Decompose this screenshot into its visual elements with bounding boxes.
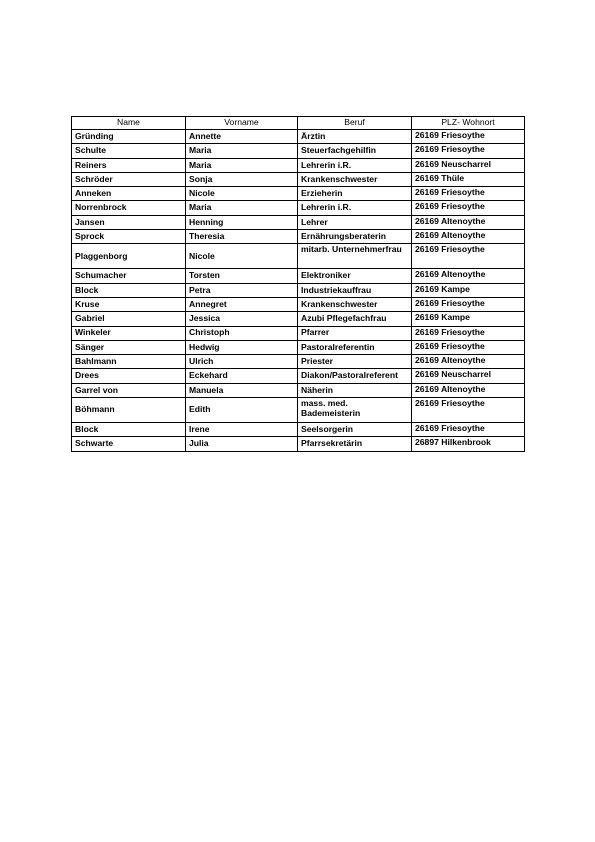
- cell-vorname: Sonja: [186, 172, 298, 186]
- cell-name: Norrenbrock: [72, 201, 186, 215]
- table-row: [72, 130, 525, 144]
- cell-beruf: Diakon/Pastoralreferent: [298, 369, 412, 383]
- cell-plz-wohnort: 26169 Friesoythe: [412, 187, 525, 201]
- cell-beruf: Pastoralreferentin: [298, 340, 412, 354]
- table-row: [72, 201, 525, 215]
- table-header: [72, 117, 525, 130]
- cell-name: Sänger: [72, 340, 186, 354]
- table-row: [72, 312, 525, 326]
- cell-plz-wohnort: 26169 Altenoythe: [412, 215, 525, 229]
- cell-plz-wohnort: 26169 Neuscharrel: [412, 158, 525, 172]
- cell-plz-wohnort: 26897 Hilkenbrook: [412, 437, 525, 451]
- cell-vorname: Petra: [186, 283, 298, 297]
- cell-name: Plaggenborg: [72, 244, 186, 269]
- header-plz-wohnort: PLZ- Wohnort: [412, 117, 525, 130]
- table-row: [72, 230, 525, 244]
- table-row: [72, 187, 525, 201]
- cell-vorname: Christoph: [186, 326, 298, 340]
- cell-vorname: Manuela: [186, 383, 298, 397]
- cell-name: Gründing: [72, 130, 186, 144]
- cell-name: Schröder: [72, 172, 186, 186]
- cell-beruf: Krankenschwester: [298, 297, 412, 311]
- table-row: [72, 398, 525, 423]
- cell-name: Kruse: [72, 297, 186, 311]
- cell-vorname: Hedwig: [186, 340, 298, 354]
- cell-name: Block: [72, 423, 186, 437]
- table-row: [72, 269, 525, 283]
- table-body: [72, 130, 525, 452]
- table-row: [72, 244, 525, 269]
- table-row: [72, 144, 525, 158]
- table-row: [72, 423, 525, 437]
- table-row: [72, 437, 525, 451]
- cell-beruf: Steuerfachgehilfin: [298, 144, 412, 158]
- cell-beruf: Seelsorgerin: [298, 423, 412, 437]
- cell-plz-wohnort: 26169 Friesoythe: [412, 423, 525, 437]
- cell-plz-wohnort: 26169 Kampe: [412, 312, 525, 326]
- cell-name: Schwarte: [72, 437, 186, 451]
- cell-vorname: Maria: [186, 158, 298, 172]
- cell-beruf: Erzieherin: [298, 187, 412, 201]
- cell-vorname: Annette: [186, 130, 298, 144]
- cell-plz-wohnort: 26169 Friesoythe: [412, 326, 525, 340]
- cell-name: Schumacher: [72, 269, 186, 283]
- cell-vorname: Irene: [186, 423, 298, 437]
- cell-name: Schulte: [72, 144, 186, 158]
- cell-beruf: Krankenschwester: [298, 172, 412, 186]
- cell-name: Drees: [72, 369, 186, 383]
- cell-beruf: Industriekauffrau: [298, 283, 412, 297]
- cell-plz-wohnort: 26169 Altenoythe: [412, 355, 525, 369]
- table-row: [72, 283, 525, 297]
- cell-beruf: Priester: [298, 355, 412, 369]
- cell-vorname: Jessica: [186, 312, 298, 326]
- cell-plz-wohnort: 26169 Altenoythe: [412, 269, 525, 283]
- cell-plz-wohnort: 26169 Friesoythe: [412, 244, 525, 269]
- cell-vorname: Nicole: [186, 244, 298, 269]
- cell-name: Gabriel: [72, 312, 186, 326]
- cell-vorname: Edith: [186, 398, 298, 423]
- table-row: [72, 369, 525, 383]
- cell-name: Böhmann: [72, 398, 186, 423]
- cell-vorname: Nicole: [186, 187, 298, 201]
- cell-plz-wohnort: 26169 Friesoythe: [412, 144, 525, 158]
- cell-beruf: mass. med. Bademeisterin: [298, 398, 412, 423]
- cell-plz-wohnort: 26169 Thüle: [412, 172, 525, 186]
- cell-vorname: Torsten: [186, 269, 298, 283]
- table-row: [72, 383, 525, 397]
- cell-plz-wohnort: 26169 Friesoythe: [412, 130, 525, 144]
- header-vorname: Vorname: [186, 117, 298, 130]
- cell-beruf: Pfarrer: [298, 326, 412, 340]
- cell-vorname: Julia: [186, 437, 298, 451]
- table-row: [72, 215, 525, 229]
- cell-beruf: Azubi Pflegefachfrau: [298, 312, 412, 326]
- table-row: [72, 172, 525, 186]
- cell-vorname: Henning: [186, 215, 298, 229]
- cell-name: Garrel von: [72, 383, 186, 397]
- cell-beruf: Lehrerin i.R.: [298, 201, 412, 215]
- cell-vorname: Annegret: [186, 297, 298, 311]
- cell-beruf: Lehrerin i.R.: [298, 158, 412, 172]
- cell-plz-wohnort: 26169 Friesoythe: [412, 340, 525, 354]
- table-row: [72, 355, 525, 369]
- cell-name: Sprock: [72, 230, 186, 244]
- header-name: Name: [72, 117, 186, 130]
- table-row: [72, 297, 525, 311]
- member-table: [71, 116, 525, 452]
- cell-plz-wohnort: 26169 Friesoythe: [412, 398, 525, 423]
- cell-vorname: Maria: [186, 201, 298, 215]
- cell-plz-wohnort: 26169 Friesoythe: [412, 297, 525, 311]
- cell-name: Anneken: [72, 187, 186, 201]
- cell-name: Block: [72, 283, 186, 297]
- cell-beruf: Näherin: [298, 383, 412, 397]
- cell-plz-wohnort: 26169 Altenoythe: [412, 383, 525, 397]
- table-row: [72, 340, 525, 354]
- cell-plz-wohnort: 26169 Kampe: [412, 283, 525, 297]
- cell-name: Reiners: [72, 158, 186, 172]
- cell-beruf: Elektroniker: [298, 269, 412, 283]
- cell-name: Winkeler: [72, 326, 186, 340]
- cell-name: Bahlmann: [72, 355, 186, 369]
- cell-beruf: Pfarrsekretärin: [298, 437, 412, 451]
- cell-name: Jansen: [72, 215, 186, 229]
- cell-vorname: Ulrich: [186, 355, 298, 369]
- table-row: [72, 158, 525, 172]
- cell-plz-wohnort: 26169 Neuscharrel: [412, 369, 525, 383]
- cell-beruf: mitarb. Unternehmerfrau: [298, 244, 412, 269]
- cell-beruf: Lehrer: [298, 215, 412, 229]
- cell-beruf: Ernährungsberaterin: [298, 230, 412, 244]
- header-row: [72, 117, 525, 130]
- cell-vorname: Maria: [186, 144, 298, 158]
- header-beruf: Beruf: [298, 117, 412, 130]
- cell-vorname: Eckehard: [186, 369, 298, 383]
- cell-plz-wohnort: 26169 Friesoythe: [412, 201, 525, 215]
- cell-beruf: Ärztin: [298, 130, 412, 144]
- cell-plz-wohnort: 26169 Altenoythe: [412, 230, 525, 244]
- table-row: [72, 326, 525, 340]
- cell-vorname: Theresia: [186, 230, 298, 244]
